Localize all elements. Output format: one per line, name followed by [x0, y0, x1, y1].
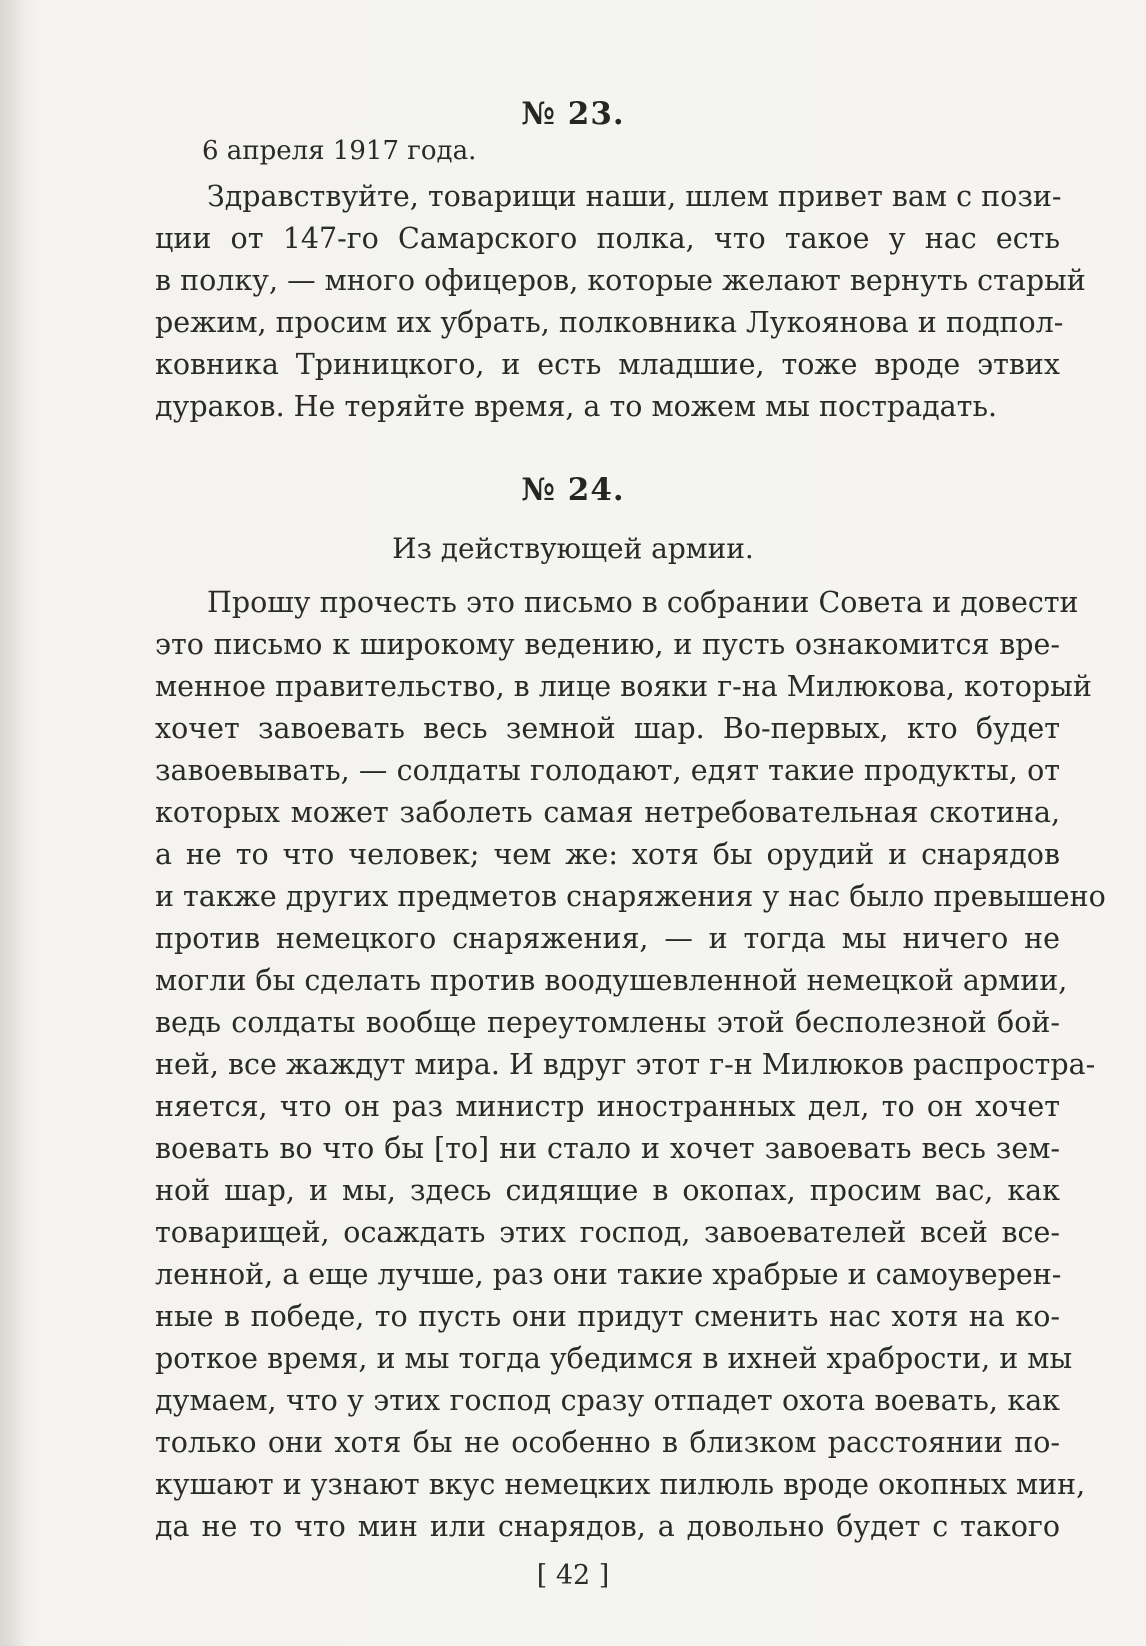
doc24-line: хочет завоевать весь земной шар. Во-первых, кто будет	[155, 712, 1060, 745]
doc23-line: ции от 147-го Самарского полка, что такое у нас есть	[155, 222, 1060, 255]
doc24-line: думаем, что у этих господ сразу отпадет охота воевать, как	[155, 1384, 1060, 1417]
doc24-line: которых может заболеть самая нетребовательная скотина,	[155, 796, 1060, 829]
document-date: 6 апреля 1917 года.	[202, 136, 477, 166]
doc24-line: менное правительство, в лице вояки г-на Милюкова, который	[155, 670, 1092, 703]
doc24-line: кушают и узнают вкус немецких пилюль вроде окопных мин,	[155, 1468, 1086, 1501]
document-number-24: № 24.	[521, 472, 625, 508]
doc24-line: ные в победе, то пусть они придут сменить нас хотя на ко-	[155, 1300, 1060, 1333]
doc24-line: няется, что он раз министр иностранных дел, то он хочет	[155, 1090, 1060, 1123]
doc24-line: могли бы сделать против воодушевленной немецкой армии,	[155, 964, 1068, 997]
document-subtitle: Из действующей армии.	[392, 532, 754, 565]
document-number-23: № 23.	[521, 96, 625, 132]
doc24-line: это письмо к широкому ведению, и пусть ознакомится вре-	[155, 628, 1060, 661]
doc24-line: роткое время, и мы тогда убедимся в ихней храбрости, и мы	[155, 1342, 1073, 1375]
doc24-line: против немецкого снаряжения, — и тогда мы ничего не	[155, 922, 1060, 955]
binding-shadow	[0, 0, 26, 1646]
doc23-line: в полку, — много офицеров, которые желают вернуть старый	[155, 264, 1086, 297]
doc24-line: воевать во что бы [то] ни стало и хочет завоевать весь зем-	[155, 1132, 1060, 1165]
doc24-line: и также других предметов снаряжения у нас было превышено	[155, 880, 1106, 913]
doc24-line: ведь солдаты вообще переутомлены этой бесполезной бой-	[155, 1006, 1060, 1039]
doc23-line: дураков. Не теряйте время, а то можем мы пострадать.	[155, 390, 998, 423]
doc23-line: Здравствуйте, товарищи наши, шлем привет вам с пози-	[207, 180, 1062, 213]
doc24-line: только они хотя бы не особенно в близком расстоянии по-	[155, 1426, 1060, 1459]
doc24-line: ленной, а еще лучше, раз они такие храбрые и самоуверен-	[155, 1258, 1062, 1291]
doc24-line: ней, все жаждут мира. И вдруг этот г-н Милюков распростра-	[155, 1048, 1096, 1081]
doc24-line: ной шар, и мы, здесь сидящие в окопах, просим вас, как	[155, 1174, 1060, 1207]
doc24-line: да не то что мин или снарядов, а довольно будет с такого	[155, 1510, 1060, 1543]
doc24-line: завоевывать, — солдаты голодают, едят такие продукты, от	[155, 754, 1060, 787]
doc23-line: ковника Триницкого, и есть младшие, тоже вроде этвих	[155, 348, 1060, 381]
doc24-line: товарищей, осаждать этих господ, завоевателей всей все-	[155, 1216, 1060, 1249]
doc23-line: режим, просим их убрать, полковника Лукоянова и подпол-	[155, 306, 1064, 339]
page-number: [ 42 ]	[536, 1560, 610, 1591]
doc24-line: а не то что человек; чем же: хотя бы орудий и снарядов	[155, 838, 1060, 871]
doc24-line: Прошу прочесть это письмо в собрании Совета и довести	[207, 586, 1079, 619]
